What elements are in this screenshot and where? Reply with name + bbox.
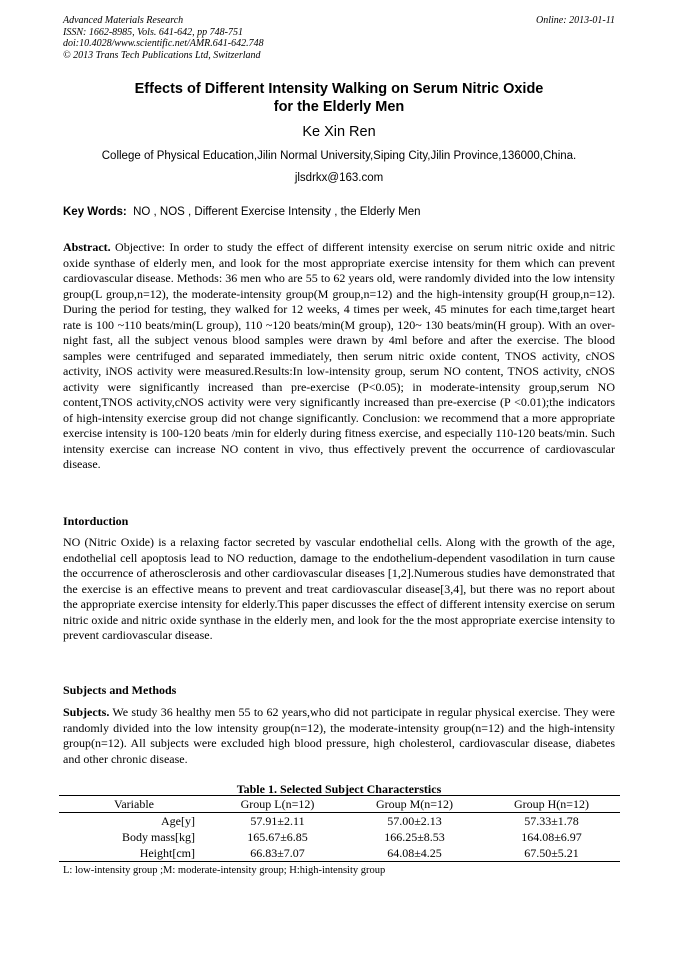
cell-age-h: 57.33±1.78 xyxy=(524,814,579,828)
cell-height-l: 66.83±7.07 xyxy=(209,845,346,862)
cell-height-h: 67.50±5.21 xyxy=(483,845,620,862)
cell-height-m: 64.08±4.25 xyxy=(346,845,483,862)
header-variable: Variable xyxy=(59,796,209,813)
methods-heading: Subjects and Methods xyxy=(63,683,177,697)
intro-heading: Intorduction xyxy=(63,514,129,528)
author-name: Ke Xin Ren xyxy=(302,124,376,140)
table-row xyxy=(59,829,620,845)
abstract-label: Abstract. xyxy=(63,240,111,254)
abstract xyxy=(63,240,615,473)
table-row xyxy=(59,845,620,862)
journal-name: Advanced Materials Research xyxy=(63,15,184,26)
affiliation: College of Physical Education,Jilin Normal University,Siping City,Jilin Province,136000,China. xyxy=(101,150,577,162)
subjects-label: Subjects. xyxy=(63,705,110,719)
table-note: L: low-intensity group ;M: moderate-intensity group; H:high-intensity group xyxy=(63,865,386,876)
table-row xyxy=(59,813,620,830)
table-caption: Table 1. Selected Subject Characterstics xyxy=(236,782,442,796)
row-label-age: Age[y] xyxy=(161,814,195,828)
subjects-paragraph xyxy=(63,705,615,767)
keywords-list: NO , NOS , Different Exercise Intensity , the Elderly Men xyxy=(133,206,421,218)
row-label-body-mass: Body mass[kg] xyxy=(122,830,195,844)
title-line-2: for the Elderly Men xyxy=(273,99,405,115)
title-line-1: Effects of Different Intensity Walking on Serum Nitric Oxide xyxy=(134,81,544,97)
paper-title xyxy=(63,80,615,116)
cell-mass-m: 166.25±8.53 xyxy=(384,830,445,844)
copyright-line: © 2013 Trans Tech Publications Ltd, Switzerland xyxy=(63,49,261,61)
author-email: jlsdrkx@163.com xyxy=(294,172,384,184)
abstract-text: Objective: In order to study the effect of different intensity exercise on serum nitric oxide and nitric oxide synthase of elderly men, and look for the most appropriate exercise intensity for them which can prevent cardiovascular disease. Methods: 36 men who are 55 to 62 years old, were randomly divided into the low intensity group(L group,n=12), the moderate-intensity group(M group,n=12) and the high-intensity group(H group,n=12). During the period for testing, they walked for 12 weeks, 4 times per week, 45 minutes for each time,target heart rate is 100 ~110 beats/min(L group), 110 ~120 beats/min(M group), 120~ 130 beats/min(H group). With an over-night fast, all the subject venous blood samples were drawn by 4ml before and after the exercise. The blood samples were centrifuged and separated immediately, then serum nitric oxide content, TNOS activity, cNOS activity, iNOS activity were measured.Results:In low-intensity group, serum NO content, TNOS activity, cNOS activity were significantly increased than pre-exercise (P<0.05); in moderate-intensity group,serum NO content,TNOS activity,cNOS activity were very significantly increased than pre-exercise (P <0.01);the indicators of high-intensity exercise group did not change significantly. Conclusion: we recommend that a more appropriate exercise intensity is 100-120 beats /min for elderly during fitness exercise, and especially 110-120 beats/min. Such intensity exercise can increase NO content in vivo, thus effectively prevent the occurrence of cardiovascular disease. xyxy=(63,240,615,471)
intro-text: NO (Nitric Oxide) is a relaxing factor secreted by vascular endothelial cells. Along with the growth of the age, endothelial cell apoptosis lead to NO reduction, damage to the endothelium-dependent vasodilation in turn cause the occurrence of atherosclerosis and other cardiovascular diseases [1,2].Numerous studies have demonstrated that the exercise is an effective means to prevent and treat cardiovascular disease[3,4], but there was no report about the appropriate exercise intensity for elderly.This paper discusses the effect of different intensity exercise on serum nitric oxide and nitric oxide synthase in the elderly men, and look for the the most appropriate exercise intensity to prevent cardiovascular disease. xyxy=(63,535,615,642)
row-label-height: Height[cm] xyxy=(59,845,209,862)
header-group-l: Group L(n=12) xyxy=(209,796,346,813)
issn-line: ISSN: 1662-8985, Vols. 641-642, pp 748-751 xyxy=(63,26,243,38)
subjects-text: We study 36 healthy men 55 to 62 years,who did not participate in regular physical exercise. They were randomly divided into the low intensity group(n=12), the moderate-intensity group(n=12) and the high-intensity group(n=12). All subjects were excluded high blood pressure, high cholesterol, cardiovascular disease, diabetes and other chronic disease. xyxy=(63,705,615,766)
online-date: Online: 2013-01-11 xyxy=(536,15,615,26)
table-header-row xyxy=(59,796,620,813)
subject-table xyxy=(59,795,620,862)
doi-line: doi:10.4028/www.scientific.net/AMR.641-642.748 xyxy=(63,38,264,49)
header-group-h: Group H(n=12) xyxy=(483,796,620,813)
journal-meta xyxy=(63,15,264,61)
cell-mass-h: 164.08±6.97 xyxy=(521,830,582,844)
cell-age-m: 57.00±2.13 xyxy=(387,814,442,828)
header-group-m: Group M(n=12) xyxy=(346,796,483,813)
cell-mass-l: 165.67±6.85 xyxy=(247,830,308,844)
keywords-label: Key Words: xyxy=(63,206,127,218)
keywords xyxy=(63,206,615,218)
cell-age-l: 57.91±2.11 xyxy=(250,814,305,828)
